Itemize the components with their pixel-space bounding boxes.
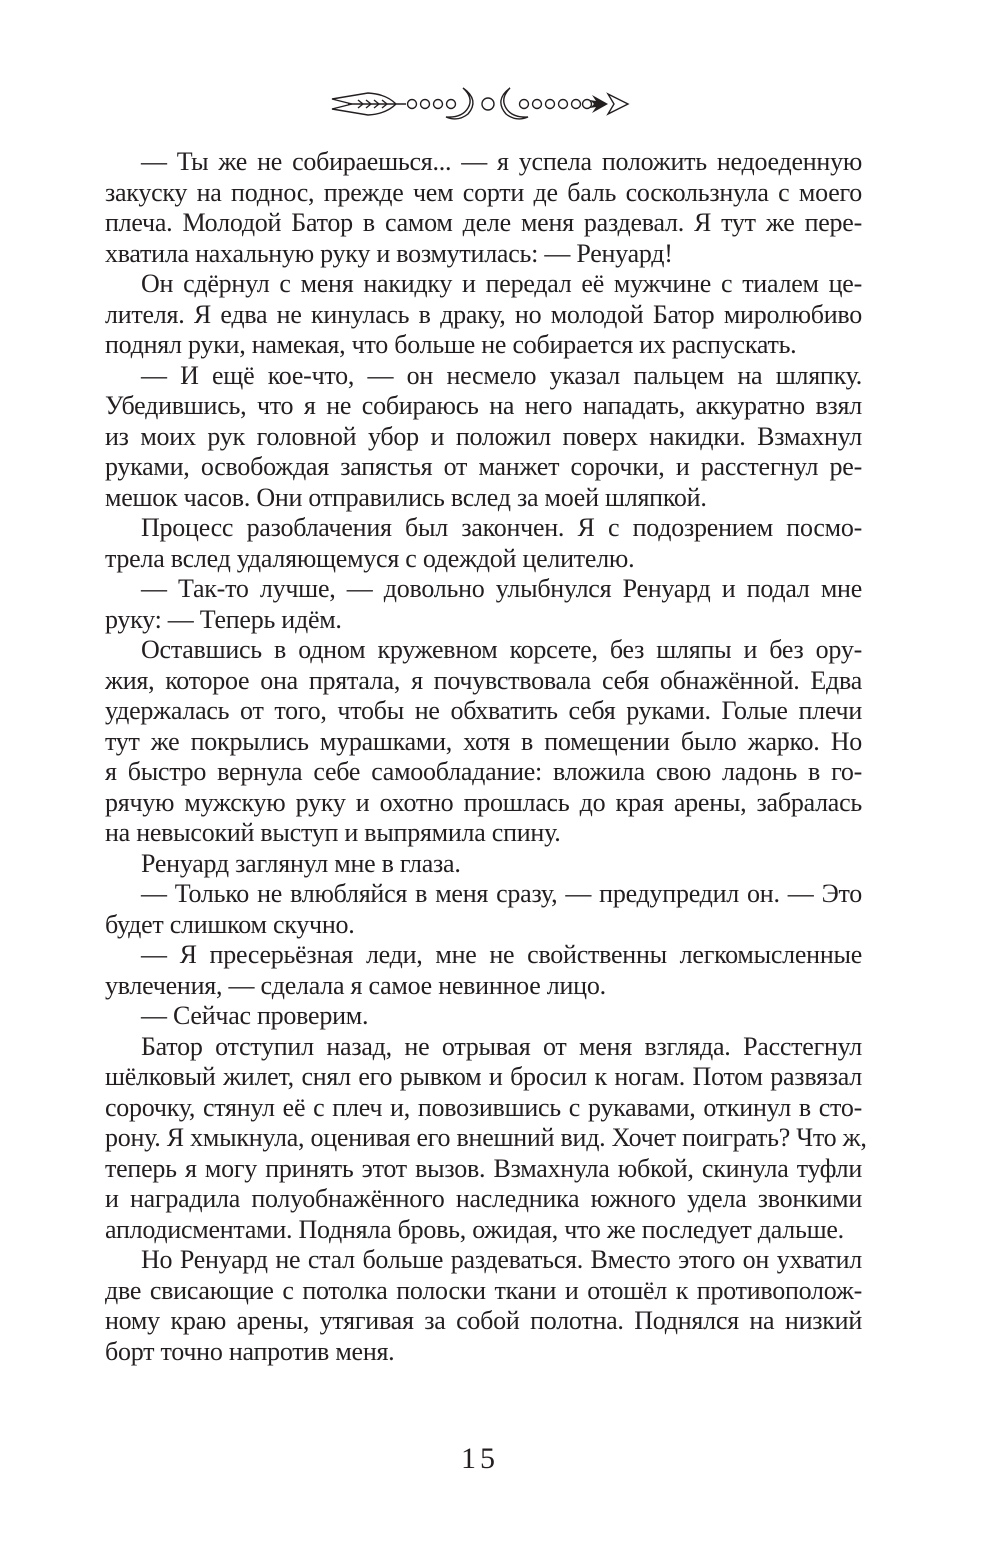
- text-line: Но Ренуард не стал больше раздеваться. Вместо этого он ухватил: [141, 1245, 862, 1274]
- paragraph: [105, 849, 862, 880]
- text-line: мешок часов. Они отправились вслед за моей шляпкой.: [105, 482, 707, 512]
- text-line: шёлковый жилет, снял его рывком и бросил к ногам. Потом развязал: [105, 1062, 862, 1091]
- text-line: будет слишком скучно.: [105, 909, 355, 939]
- text-line: лителя. Я едва не кинулась в драку, но молодой Батор миролюбиво: [105, 299, 862, 329]
- text-line: Ренуард заглянул мне в глаза.: [141, 848, 461, 878]
- text-line: — Сейчас проверим.: [141, 1001, 369, 1030]
- paragraph: [105, 1001, 862, 1032]
- paragraph: [105, 879, 862, 940]
- text-line: и наградила полуобнажённого наследника южного удела звонкими: [105, 1184, 862, 1213]
- text-line: из моих рук головной убор и положил поверх накидки. Взмахнул: [105, 421, 862, 451]
- page-number: 15: [461, 1442, 499, 1475]
- paragraph: [105, 269, 862, 361]
- text-line: аплодисментами. Подняла бровь, ожидая, что же последует дальше.: [105, 1214, 844, 1244]
- text-line: руку: — Теперь идём.: [105, 604, 342, 634]
- text-line: Убедившись, что я не собираюсь на него нападать, аккуратно взял: [105, 391, 862, 420]
- text-line: Оставшись в одном кружевном корсете, без шляпы и без ору-: [141, 635, 862, 664]
- text-line: сорочку, стянул её с плеч и, повозившись с рукавами, откинул в сто-: [105, 1092, 862, 1122]
- text-line: теперь я могу принять этот вызов. Взмахнула юбкой, скинула туфли: [105, 1153, 862, 1183]
- paragraph: [105, 574, 862, 635]
- text-line: Он сдёрнул с меня накидку и передал её мужчине с тиалем це-: [141, 269, 862, 298]
- text-line: — И ещё кое-что, — он несмело указал пальцем на шляпку.: [141, 360, 862, 390]
- text-line: борт точно напротив меня.: [105, 1336, 395, 1366]
- text-line: жия, которое она прятала, я почувствовала себя обнажённой. Едва: [105, 665, 862, 695]
- text-line: две свисающие с потолка полоски ткани и отошёл к противополож-: [105, 1275, 862, 1305]
- text-line: тут же покрылись мурашками, хотя в помещении было жарко. Но: [105, 726, 862, 756]
- text-line: — Только не влюбляйся в меня сразу, — предупредил он. — Это: [141, 879, 862, 908]
- text-line: рячую мужскую руку и охотно прошлась до края арены, забралась: [105, 787, 862, 817]
- text-line: закуску на поднос, прежде чем сорти де баль соскользнула с моего: [105, 177, 862, 207]
- body-text: [105, 147, 867, 1367]
- text-line: увлечения, — сделала я самое невинное лицо.: [105, 970, 606, 1000]
- text-line: — Ты же не собираешься... — я успела положить недоеденную: [141, 147, 862, 176]
- text-line: ному краю арены, утягивая за собой полотна. Поднялся на низкий: [105, 1306, 862, 1335]
- paragraph: [105, 513, 862, 574]
- text-line: на невысокий выступ и выпрямила спину.: [105, 818, 561, 847]
- text-line: — Я пресерьёзная леди, мне не свойственны легкомысленные: [141, 940, 862, 969]
- text-line: плеча. Молодой Батор в самом деле меня раздевал. Я тут же пере-: [105, 208, 862, 237]
- text-line: я быстро вернула себе самообладание: вложила свою ладонь в го-: [105, 757, 862, 786]
- paragraph: [105, 361, 862, 514]
- text-line: — Так-то лучше, — довольно улыбнулся Ренуард и подал мне: [141, 574, 862, 603]
- text-line: руками, освобождая запястья от манжет сорочки, и расстегнул ре-: [105, 452, 862, 481]
- text-line: поднял руки, намекая, что больше не собирается их распускать.: [105, 330, 797, 359]
- paragraph: [105, 147, 862, 269]
- paragraph: [105, 940, 862, 1001]
- paragraph: [105, 1031, 867, 1246]
- text-line: удержалась от того, чтобы не обхватить себя руками. Голые плечи: [105, 696, 862, 725]
- paragraph: [105, 1245, 862, 1367]
- text-line: рону. Я хмыкнула, оценивая его внешний вид. Хочет поиграть? Что ж,: [105, 1123, 867, 1152]
- paragraph: [105, 635, 862, 849]
- text-line: трела вслед удаляющемуся с одеждой целителю.: [105, 543, 635, 573]
- text-line: Процесс разоблачения был закончен. Я с подозрением посмо-: [141, 513, 862, 542]
- arrow-moons-divider-icon: [328, 80, 632, 124]
- text-line: Батор отступил назад, не отрывая от меня взгляда. Расстегнул: [141, 1031, 862, 1061]
- text-line: хватила нахальную руку и возмутилась: — Ренуард!: [105, 238, 673, 268]
